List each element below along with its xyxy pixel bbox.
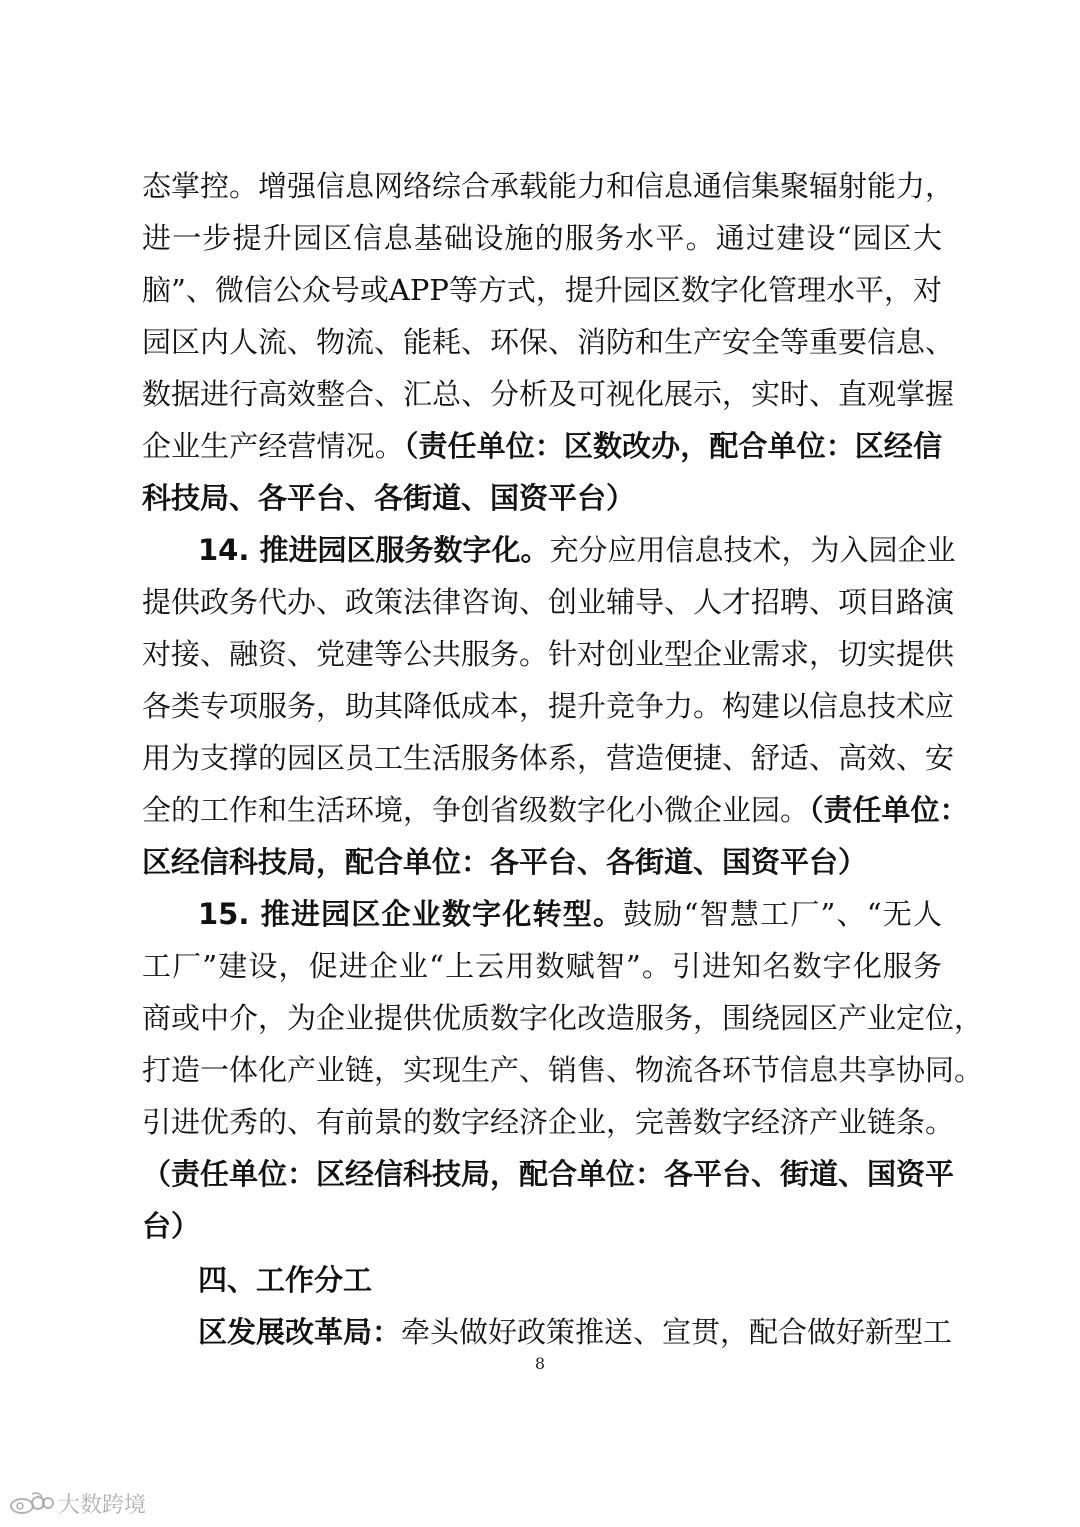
watermark-text: 大数跨境 [58,1492,147,1518]
paragraph-line: 引进优秀的、有前景的数字经济企业，完善数字经济产业链条。 [142,1105,955,1139]
paragraph-line [142,784,969,836]
paragraph-line: 态掌控。增强信息网络综合承载能力和信息通信集聚辐射能力， [142,169,955,203]
paragraph-line: 进一步提升园区信息基础设施的服务水平。通过建设“园区大 [142,221,942,255]
paragraph-line: 工厂”建设，促进企业“上云用数赋智”。引进知名数字化服务 [142,949,942,983]
responsibility-note: （责任单位：区经信科技局，配合单位：各平台、街道、国资平 [142,1157,955,1191]
paragraph-line: 园区内人流、物流、能耗、环保、消防和生产安全等重要信息、 [142,325,955,359]
paragraph-line: 脑”、微信公众号或APP等方式，提升园区数字化管理水平，对 [142,273,942,307]
section-heading: 四、工作分工 [198,1263,373,1297]
paragraph-line: 商或中介，为企业提供优质数字化改造服务，围绕园区产业定位， [142,1001,984,1035]
paragraph-text: 企业生产经营情况。 [142,429,404,463]
paragraph-line: 对接、融资、党建等公共服务。针对创业型企业需求，切实提供 [142,637,955,671]
paragraph-line: 用为支撑的园区员工生活服务体系，营造便捷、舒适、高效、安 [142,741,955,775]
responsibility-note: 区经信科技局，配合单位：各平台、各街道、国资平台） [142,845,868,879]
paragraph-line: 各类专项服务，助其降低成本，提升竞争力。构建以信息技术应 [142,689,955,723]
paragraph-line [142,420,942,472]
paragraph-text: 全的工作和生活环境，争创省级数字化小微企业园。 [142,793,810,827]
item-15-line [198,888,942,940]
item-15-title: 15. 推进园区企业数字化转型。 [198,897,624,931]
paragraph-text: 牵头做好政策推送、宣贯，配合做好新型工 [401,1315,953,1349]
paragraph-line: 提供政务代办、政策法律咨询、创业辅导、人才招聘、项目路演 [142,585,955,619]
paragraph-line: 数据进行高效整合、汇总、分析及可视化展示，实时、直观掌握 [142,377,955,411]
item-14-line [198,524,956,576]
paragraph-line [198,1306,953,1358]
responsibility-note: （责任单位：区数改办，配合单位：区经信 [403,429,942,463]
paragraph-text: 鼓励“智慧工厂”、“无人 [623,897,942,931]
department-label: 区发展改革局： [198,1315,402,1349]
responsibility-note: 科技局、各平台、各街道、国资平台） [142,481,636,515]
paragraph-text: 充分应用信息技术，为入园企业 [549,533,956,567]
responsibility-note: （责任单位： [809,793,969,827]
page-number: 8 [534,1354,546,1373]
paragraph-line: 打造一体化产业链，实现生产、销售、物流各环节信息共享协同。 [142,1053,984,1087]
item-14-title: 14. 推进园区服务数字化。 [198,533,550,567]
watermark [8,1487,146,1519]
responsibility-note: 台） [142,1209,201,1243]
weibo-logo-icon [8,1490,54,1516]
